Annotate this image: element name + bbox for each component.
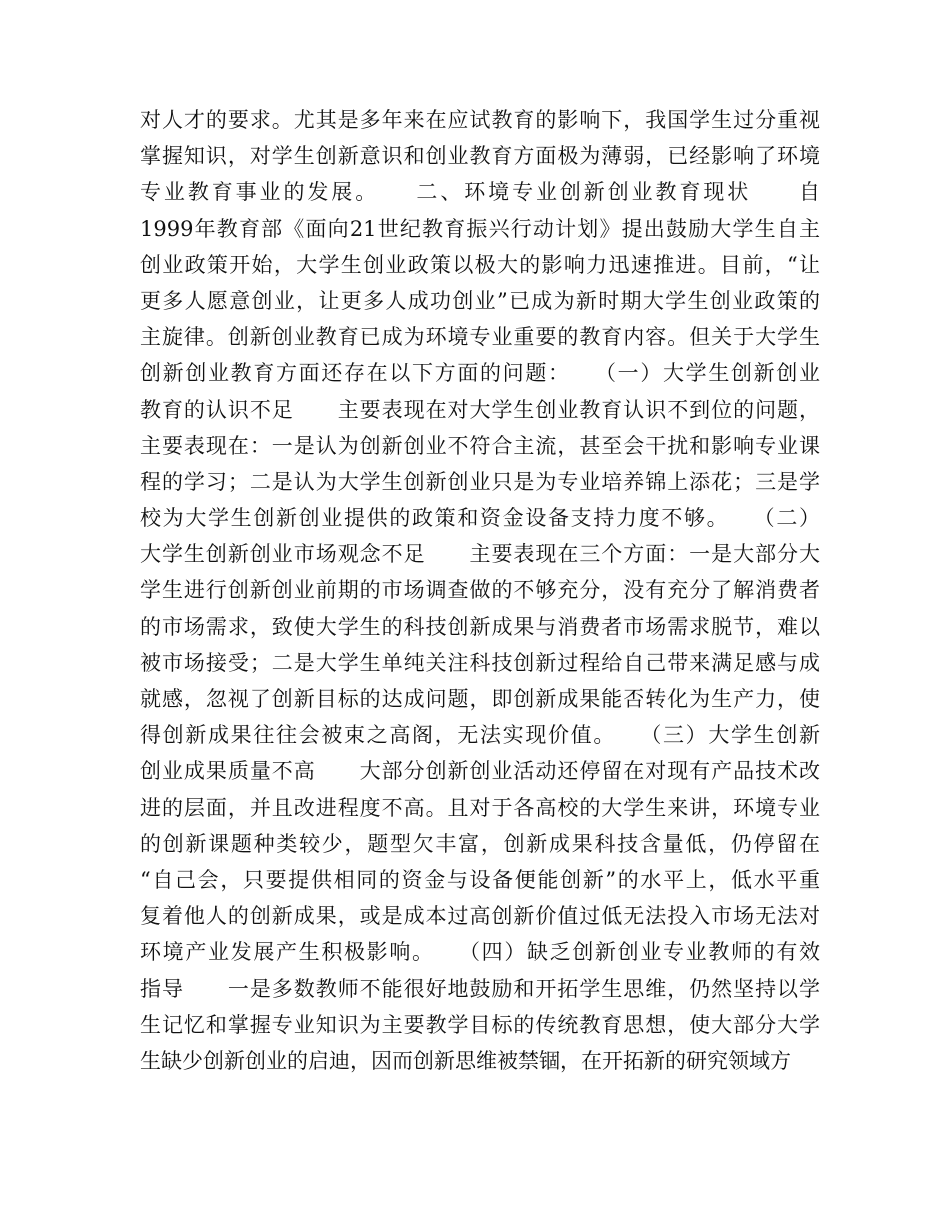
text-line: 对人才的要求。尤其是多年来在应试教育的影响下，我国学生过分重视 bbox=[140, 108, 820, 132]
text-line: 创新创业教育方面还存在以下方面的问题： （一）大学生创新创业 bbox=[140, 361, 820, 386]
text-line: 1999年教育部《面向21世纪教育振兴行动计划》提出鼓励大学生自主 bbox=[140, 216, 820, 241]
text-line: “自己会，只要提供相同的资金与设备便能创新”的水平上，低水平重 bbox=[140, 867, 820, 892]
text-line: 专业教育事业的发展。 二、环境专业创新创业教育现状 自 bbox=[140, 180, 820, 205]
text-line: 环境产业发展产生积极影响。 （四）缺乏创新创业专业教师的有效 bbox=[140, 940, 820, 965]
text-line: 生记忆和掌握专业知识为主要教学目标的传统教育思想，使大部分大学 bbox=[140, 1012, 820, 1037]
text-line: 主旋律。创新创业教育已成为环境专业重要的教育内容。但关于大学生 bbox=[140, 325, 820, 350]
text-line: 主要表现在：一是认为创新创业不符合主流，甚至会干扰和影响专业课 bbox=[140, 433, 820, 458]
text-line: 复着他人的创新成果，或是成本过高创新价值过低无法投入市场无法对 bbox=[140, 904, 820, 929]
text-line: 掌握知识，对学生创新意识和创业教育方面极为薄弱，已经影响了环境 bbox=[140, 144, 820, 169]
text-line: 的创新课题种类较少，题型欠丰富，创新成果科技含量低，仍停留在 bbox=[140, 831, 820, 856]
text-line: 被市场接受；二是大学生单纯关注科技创新过程给自己带来满足感与成 bbox=[140, 650, 820, 675]
text-line: 学生进行创新创业前期的市场调查做的不够充分，没有充分了解消费者 bbox=[140, 578, 820, 603]
text-line: 创业成果质量不高 大部分创新创业活动还停留在对现有产品技术改 bbox=[140, 759, 820, 784]
text-line: 大学生创新创业市场观念不足 主要表现在三个方面：一是大部分大 bbox=[140, 542, 820, 567]
text-line: 更多人愿意创业，让更多人成功创业”已成为新时期大学生创业政策的 bbox=[140, 288, 820, 313]
text-line: 程的学习；二是认为大学生创新创业只是为专业培养锦上添花；三是学 bbox=[140, 469, 820, 494]
body-text bbox=[140, 102, 820, 1079]
text-line: 就感，忽视了创新目标的达成问题，即创新成果能否转化为生产力，使 bbox=[140, 687, 820, 711]
text-line: 进的层面，并且改进程度不高。且对于各高校的大学生来讲，环境专业 bbox=[140, 795, 820, 820]
text-line: 生缺少创新创业的启迪，因而创新思维被禁锢，在开拓新的研究领域方 bbox=[140, 1048, 791, 1073]
text-line: 的市场需求，致使大学生的科技创新成果与消费者市场需求脱节，难以 bbox=[140, 614, 820, 639]
text-line: 教育的认识不足 主要表现在对大学生创业教育认识不到位的问题， bbox=[140, 397, 820, 422]
text-line: 指导 一是多数教师不能很好地鼓励和开拓学生思维，仍然坚持以学 bbox=[140, 976, 820, 1001]
text-line: 得创新成果往往会被束之高阁，无法实现价值。 （三）大学生创新 bbox=[140, 723, 820, 748]
text-line: 创业政策开始，大学生创业政策以极大的影响力迅速推进。目前，“让 bbox=[140, 252, 820, 277]
text-line: 校为大学生创新创业提供的政策和资金设备支持力度不够。 （二） bbox=[140, 506, 820, 531]
